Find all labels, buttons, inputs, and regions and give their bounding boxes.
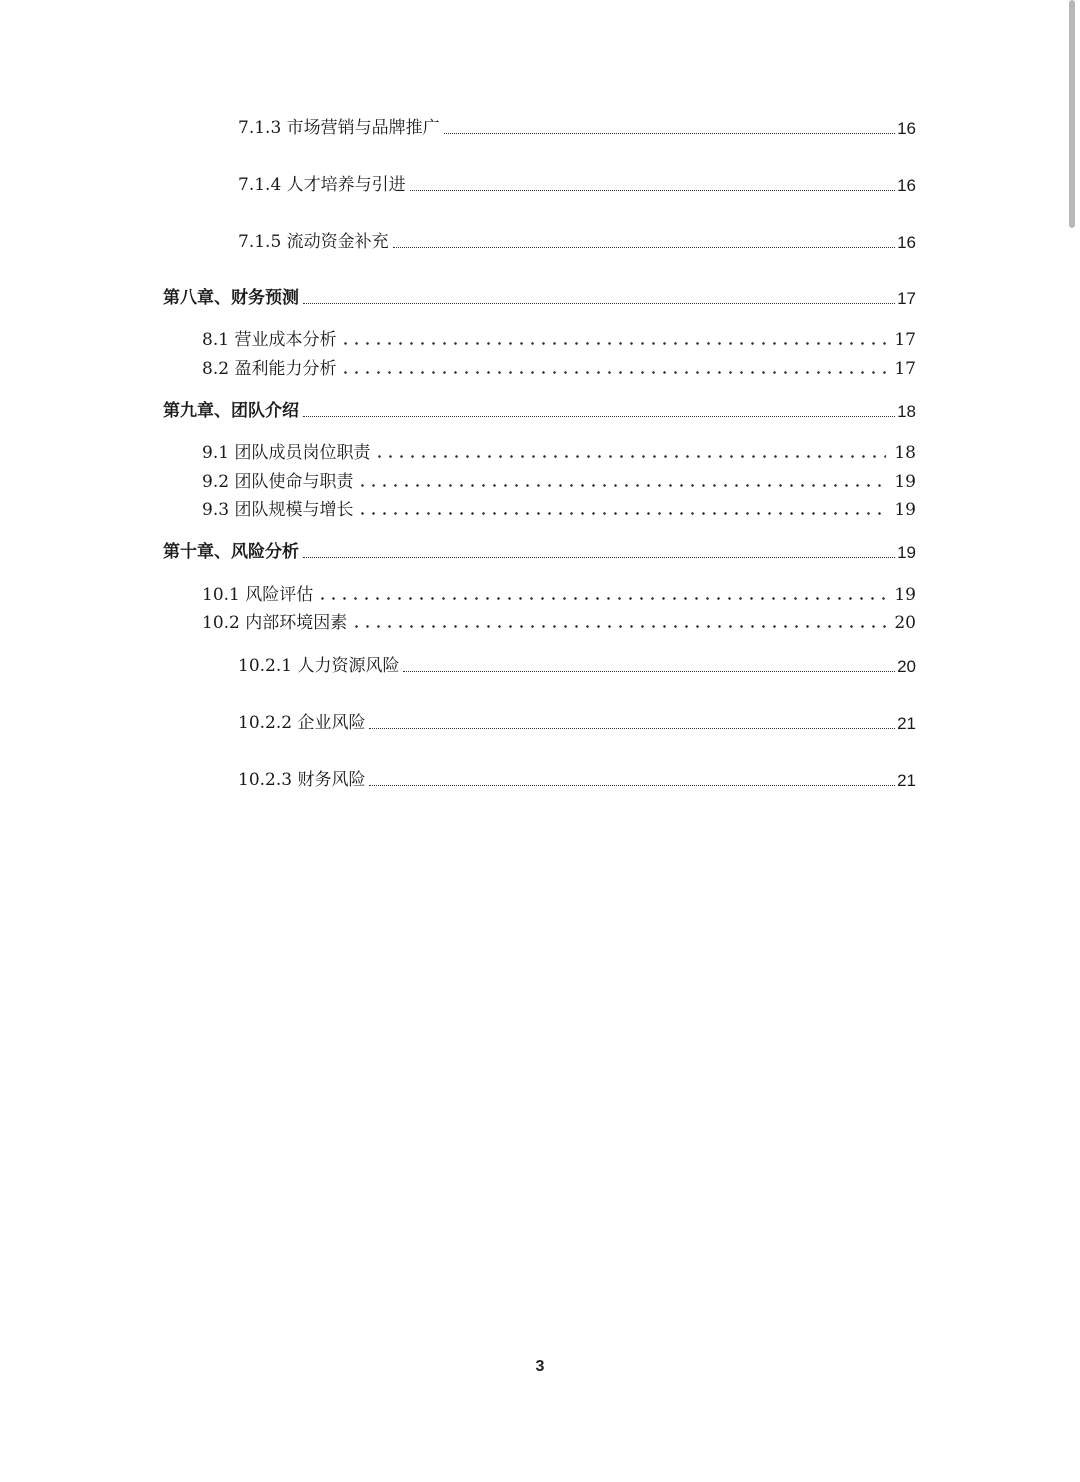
toc-entry-label: 10.1 风险评估	[202, 585, 314, 605]
toc-chapter-9[interactable]	[163, 403, 916, 420]
dot-leader	[317, 597, 886, 600]
toc-entry-page: 21	[897, 771, 916, 790]
toc-entry-page: 16	[897, 176, 916, 195]
toc-entry-9-1[interactable]	[202, 445, 916, 462]
toc-entry-page: 21	[897, 714, 916, 733]
toc-entry-page: 19	[894, 585, 916, 605]
toc-chapter-label: 第九章、团队介绍	[163, 401, 299, 421]
toc-entry-label: 7.1.4 人才培养与引进	[238, 175, 406, 195]
toc-entry-10-2-1[interactable]	[238, 658, 916, 675]
scrollbar[interactable]	[1066, 0, 1078, 232]
toc-entry-10-1[interactable]	[202, 587, 916, 604]
dot-leader	[410, 189, 895, 191]
toc-entry-label: 10.2 内部环境因素	[202, 613, 348, 633]
toc-entry-9-3[interactable]	[202, 502, 916, 519]
toc-entry-page: 18	[897, 402, 916, 421]
dot-leader	[303, 556, 895, 558]
dot-leader	[351, 625, 886, 628]
toc-entry-label: 10.2.1 人力资源风险	[238, 656, 400, 676]
toc-entry-9-2[interactable]	[202, 474, 916, 491]
toc-entry-label: 10.2.2 企业风险	[238, 713, 366, 733]
toc-entry-label: 10.2.3 财务风险	[238, 770, 366, 790]
toc-entry-label: 9.2 团队使命与职责	[202, 472, 354, 492]
dot-leader	[303, 302, 895, 304]
dot-leader	[303, 415, 895, 417]
toc-entry-label: 9.3 团队规模与增长	[202, 500, 354, 520]
toc-entry-page: 20	[894, 613, 916, 633]
toc-entry-page: 17	[894, 359, 916, 379]
toc-entry-label: 7.1.5 流动资金补充	[238, 232, 389, 252]
toc-entry-label: 8.2 盈利能力分析	[202, 359, 337, 379]
dot-leader	[357, 512, 886, 515]
toc-entry-page: 19	[897, 543, 916, 562]
dot-leader	[369, 727, 895, 729]
toc-entry-7-1-5[interactable]	[238, 234, 916, 251]
toc-entry-7-1-3[interactable]	[238, 120, 916, 137]
dot-leader	[393, 246, 895, 248]
toc-entry-8-1[interactable]	[202, 332, 916, 349]
toc-chapter-label: 第八章、财务预测	[163, 288, 299, 308]
toc-entry-7-1-4[interactable]	[238, 177, 916, 194]
page-number: 3	[535, 1358, 545, 1375]
toc-entry-page: 20	[897, 657, 916, 676]
toc-entry-page: 17	[897, 289, 916, 308]
dot-leader	[369, 784, 895, 786]
toc-entry-label: 9.1 团队成员岗位职责	[202, 443, 371, 463]
toc-chapter-10[interactable]	[163, 544, 916, 561]
toc-entry-page: 16	[897, 233, 916, 252]
toc-entry-10-2-3[interactable]	[238, 772, 916, 789]
dot-leader	[357, 484, 886, 487]
toc-entry-page: 16	[897, 119, 916, 138]
dot-leader	[374, 455, 886, 458]
toc-entry-page: 19	[894, 500, 916, 520]
dot-leader	[403, 670, 895, 672]
toc-entry-page: 18	[894, 443, 916, 463]
dot-leader	[444, 132, 895, 134]
toc-chapter-8[interactable]	[163, 290, 916, 307]
toc-entry-label: 8.1 营业成本分析	[202, 330, 337, 350]
scrollbar-thumb[interactable]	[1069, 0, 1075, 228]
toc-entry-page: 17	[894, 330, 916, 350]
toc-chapter-label: 第十章、风险分析	[163, 542, 299, 562]
toc-entry-10-2-2[interactable]	[238, 715, 916, 732]
toc-entry-page: 19	[894, 472, 916, 492]
toc-entry-10-2[interactable]	[202, 615, 916, 632]
toc-entry-8-2[interactable]	[202, 361, 916, 378]
dot-leader	[340, 371, 886, 374]
toc-entry-label: 7.1.3 市场营销与品牌推广	[238, 118, 440, 138]
dot-leader	[340, 342, 886, 345]
